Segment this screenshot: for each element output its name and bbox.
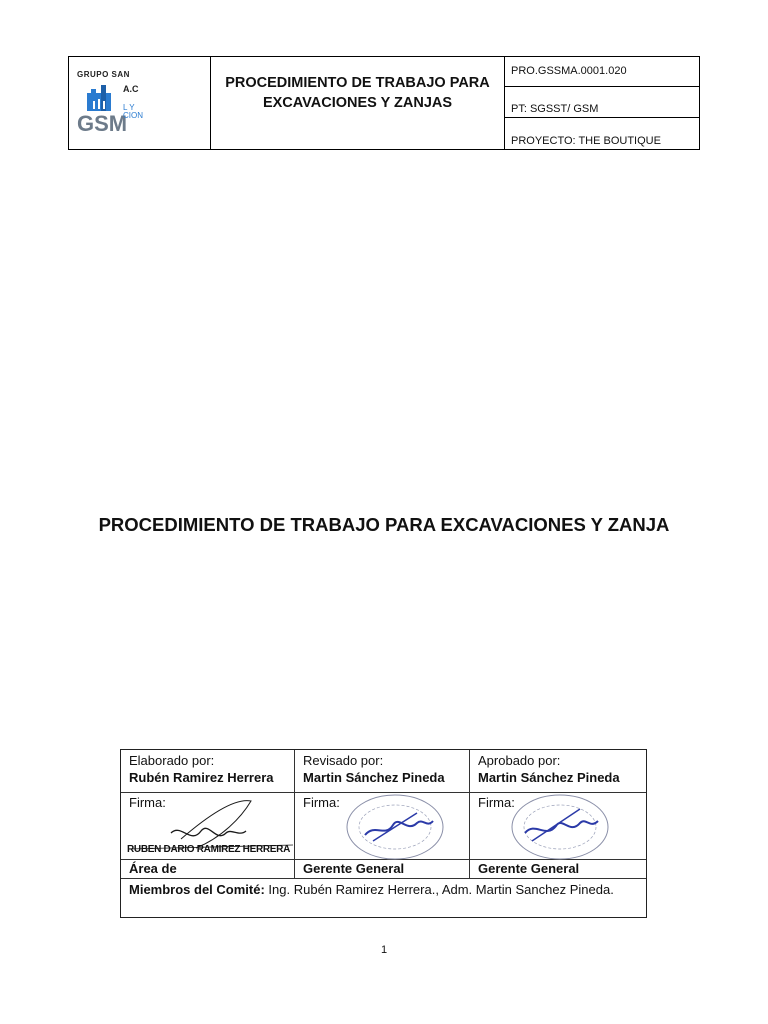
logo-brand-text: GSM [77, 111, 128, 136]
role-3: Gerente General [478, 861, 580, 876]
role-cell-2 [295, 860, 470, 879]
members-text: Ing. Rubén Ramirez Herrera., Adm. Martin Sanchez Pineda. [268, 882, 614, 897]
firma-label-1: Firma: [129, 795, 166, 810]
document-code: PRO.GSSMA.0001.020 [505, 57, 699, 87]
logo-side-text: L Y CION [123, 103, 143, 120]
committee-members [121, 879, 646, 900]
role-cell-1 [121, 860, 295, 879]
seal-signature-2 [295, 793, 470, 860]
firma-cell-2 [295, 793, 470, 860]
page-number: 1 [380, 944, 388, 956]
elaborado-label: Elaborado por: [129, 753, 215, 768]
company-logo [69, 57, 211, 149]
revisado-name: Martin Sánchez Pineda [303, 770, 445, 785]
aprobado-label: Aprobado por: [478, 753, 561, 768]
firma-label-2: Firma: [303, 795, 340, 810]
project-name: PROYECTO: THE BOUTIQUE [511, 135, 661, 148]
signature-block [120, 749, 647, 918]
stamp-engineer-name: RUBEN DARIO RAMIREZ HERRERA [127, 844, 291, 855]
logo-text-top: GRUPO SAN [77, 70, 130, 79]
revisado-label: Revisado por: [303, 753, 384, 768]
role-1: Área de [129, 861, 177, 876]
document-header [68, 56, 700, 150]
revisado-cell [295, 750, 470, 793]
firma-cell-3 [470, 793, 646, 860]
aprobado-name: Martin Sánchez Pineda [478, 770, 620, 785]
elaborado-cell [121, 750, 295, 793]
firma-cell-1 [121, 793, 295, 860]
elaborado-name: Rubén Ramirez Herrera [129, 770, 274, 785]
firma-label-3: Firma: [478, 795, 515, 810]
pt-code: PT: SGSST/ GSM [505, 87, 699, 119]
header-title: PROCEDIMIENTO DE TRABAJO PARA EXCAVACIONES Y ZANJAS [211, 57, 505, 149]
seal-signature-3 [470, 793, 648, 860]
logo-text-sub: A.C [123, 84, 139, 94]
document-title: PROCEDIMIENTO DE TRABAJO PARA EXCAVACIONES Y ZANJA [98, 514, 670, 535]
members-label: Miembros del Comité: [129, 882, 265, 897]
role-2: Gerente General [303, 861, 405, 876]
role-cell-3 [470, 860, 646, 879]
aprobado-cell [470, 750, 646, 793]
header-codes [505, 57, 699, 149]
